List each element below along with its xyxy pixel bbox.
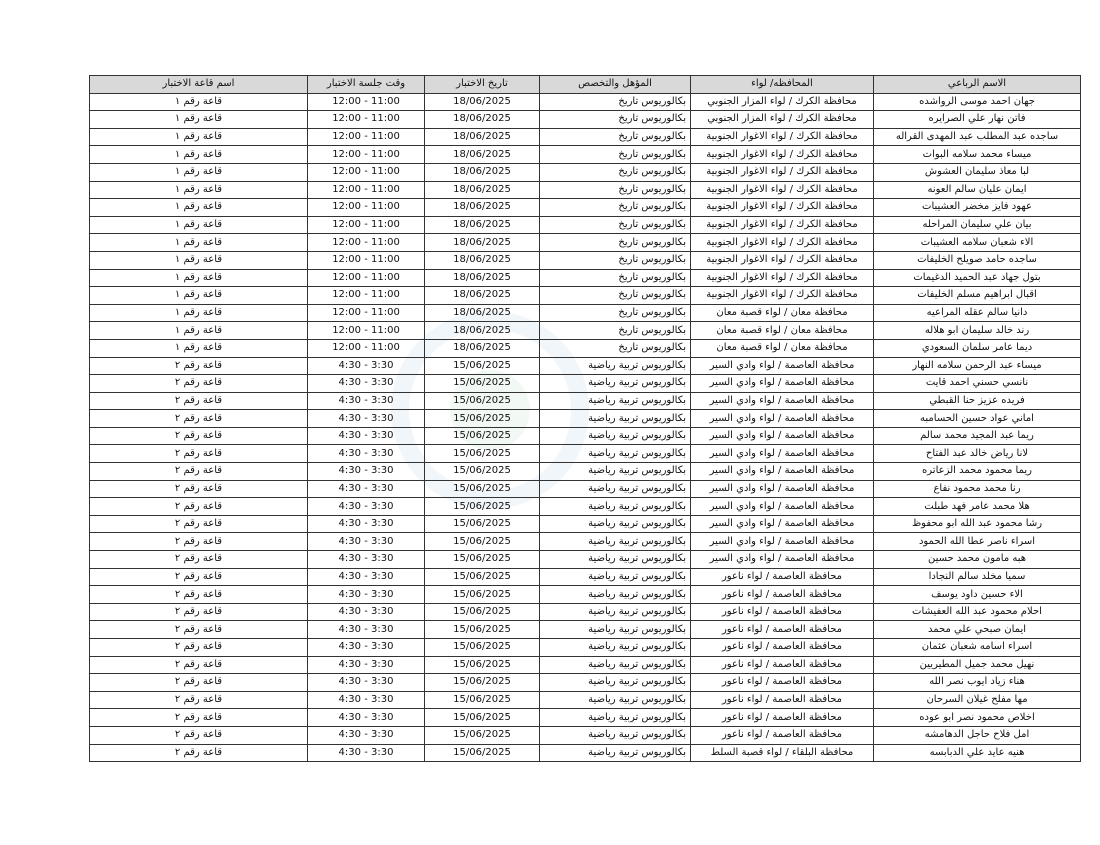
cell-room: قاعة رقم ٢	[90, 586, 308, 604]
cell-date: 18/06/2025	[425, 269, 540, 287]
cell-time: 11:00 - 12:00	[308, 269, 425, 287]
cell-qualification: بكالوريوس تربية رياضية	[540, 357, 691, 375]
cell-date: 15/06/2025	[425, 709, 540, 727]
cell-qualification: بكالوريوس تربية رياضية	[540, 744, 691, 762]
cell-date: 15/06/2025	[425, 726, 540, 744]
cell-governorate: محافظة العاصمة / لواء ناعور	[691, 674, 874, 692]
cell-room: قاعة رقم ٢	[90, 656, 308, 674]
cell-qualification: بكالوريوس تاريخ	[540, 163, 691, 181]
cell-governorate: محافظة الكرك / لواء الاغوار الجنوبية	[691, 146, 874, 164]
cell-governorate: محافظة الكرك / لواء الاغوار الجنوبية	[691, 128, 874, 146]
cell-name: اسراء ناصر عطا الله الحمود	[874, 533, 1081, 551]
cell-governorate: محافظة العاصمة / لواء وادي السير	[691, 375, 874, 393]
cell-date: 18/06/2025	[425, 287, 540, 305]
cell-governorate: محافظة العاصمة / لواء وادي السير	[691, 427, 874, 445]
cell-room: قاعة رقم ٢	[90, 515, 308, 533]
cell-time: 3:30 - 4:30	[308, 744, 425, 762]
cell-qualification: بكالوريوس تاريخ	[540, 111, 691, 129]
cell-name: ساجده حامد صويلح الخليفات	[874, 251, 1081, 269]
cell-governorate: محافظة العاصمة / لواء ناعور	[691, 586, 874, 604]
cell-qualification: بكالوريوس تاريخ	[540, 146, 691, 164]
cell-date: 15/06/2025	[425, 603, 540, 621]
cell-name: رند خالد سليمان ابو هلاله	[874, 322, 1081, 340]
cell-date: 15/06/2025	[425, 375, 540, 393]
cell-date: 15/06/2025	[425, 498, 540, 516]
cell-time: 11:00 - 12:00	[308, 146, 425, 164]
cell-time: 11:00 - 12:00	[308, 93, 425, 111]
cell-qualification: بكالوريوس تربية رياضية	[540, 568, 691, 586]
cell-name: هناء زياد ايوب نصر الله	[874, 674, 1081, 692]
cell-governorate: محافظة الكرك / لواء الاغوار الجنوبية	[691, 181, 874, 199]
cell-room: قاعة رقم ٢	[90, 375, 308, 393]
cell-date: 15/06/2025	[425, 357, 540, 375]
cell-governorate: محافظة العاصمة / لواء وادي السير	[691, 551, 874, 569]
header-room: اسم قاعة الاختبار	[90, 76, 308, 94]
cell-room: قاعة رقم ٢	[90, 674, 308, 692]
cell-date: 15/06/2025	[425, 480, 540, 498]
cell-date: 18/06/2025	[425, 128, 540, 146]
table-row	[90, 199, 1081, 217]
cell-room: قاعة رقم ٢	[90, 709, 308, 727]
cell-name: ريما عبد المجيد محمد سالم	[874, 427, 1081, 445]
cell-name: ميساء عبد الرحمن سلامه النهار	[874, 357, 1081, 375]
cell-governorate: محافظة الكرك / لواء الاغوار الجنوبية	[691, 251, 874, 269]
cell-qualification: بكالوريوس تاريخ	[540, 322, 691, 340]
cell-name: نانسي حسني احمد قايت	[874, 375, 1081, 393]
cell-governorate: محافظة معان / لواء قصبة معان	[691, 322, 874, 340]
cell-name: جهان احمد موسى الرواشده	[874, 93, 1081, 111]
cell-qualification: بكالوريوس تربية رياضية	[540, 392, 691, 410]
cell-room: قاعة رقم ١	[90, 234, 308, 252]
table-row	[90, 498, 1081, 516]
cell-governorate: محافظة البلقاء / لواء قصبة السلط	[691, 744, 874, 762]
cell-room: قاعة رقم ٢	[90, 551, 308, 569]
cell-date: 15/06/2025	[425, 463, 540, 481]
cell-name: نهيل محمد جميل المطيريين	[874, 656, 1081, 674]
cell-room: قاعة رقم ٢	[90, 463, 308, 481]
cell-qualification: بكالوريوس تربية رياضية	[540, 709, 691, 727]
cell-name: اماني عواد حسين الحسامبه	[874, 410, 1081, 428]
table-row	[90, 339, 1081, 357]
cell-room: قاعة رقم ٢	[90, 726, 308, 744]
table-row	[90, 480, 1081, 498]
cell-name: مها مفلح غيلان السرحان	[874, 691, 1081, 709]
cell-time: 3:30 - 4:30	[308, 392, 425, 410]
cell-time: 11:00 - 12:00	[308, 322, 425, 340]
exam-schedule-table	[89, 75, 1081, 762]
cell-time: 11:00 - 12:00	[308, 216, 425, 234]
table-row	[90, 515, 1081, 533]
table-row	[90, 392, 1081, 410]
table-row	[90, 621, 1081, 639]
cell-governorate: محافظة معان / لواء قصبة معان	[691, 304, 874, 322]
cell-name: اسراء اسامه شعبان عثمان	[874, 639, 1081, 657]
cell-room: قاعة رقم ١	[90, 111, 308, 129]
table-row	[90, 357, 1081, 375]
cell-governorate: محافظة العاصمة / لواء وادي السير	[691, 515, 874, 533]
cell-time: 3:30 - 4:30	[308, 621, 425, 639]
cell-room: قاعة رقم ١	[90, 199, 308, 217]
cell-time: 3:30 - 4:30	[308, 445, 425, 463]
cell-governorate: محافظة العاصمة / لواء وادي السير	[691, 410, 874, 428]
cell-date: 18/06/2025	[425, 251, 540, 269]
cell-room: قاعة رقم ٢	[90, 498, 308, 516]
table-row	[90, 216, 1081, 234]
cell-governorate: محافظة الكرك / لواء المزار الجنوبي	[691, 93, 874, 111]
cell-name: سميا مخلد سالم النجادا	[874, 568, 1081, 586]
cell-time: 3:30 - 4:30	[308, 533, 425, 551]
cell-room: قاعة رقم ٢	[90, 410, 308, 428]
cell-name: احلام محمود عبد الله العفيشات	[874, 603, 1081, 621]
cell-time: 11:00 - 12:00	[308, 251, 425, 269]
cell-name: ساجده عبد المطلب عبد المهدى القراله	[874, 128, 1081, 146]
cell-room: قاعة رقم ٢	[90, 445, 308, 463]
cell-time: 3:30 - 4:30	[308, 551, 425, 569]
cell-governorate: محافظة الكرك / لواء الاغوار الجنوبية	[691, 234, 874, 252]
cell-date: 15/06/2025	[425, 445, 540, 463]
table-row	[90, 163, 1081, 181]
cell-time: 11:00 - 12:00	[308, 234, 425, 252]
cell-governorate: محافظة العاصمة / لواء ناعور	[691, 691, 874, 709]
cell-name: ريما محمود محمد الزعاتره	[874, 463, 1081, 481]
cell-governorate: محافظة الكرك / لواء الاغوار الجنوبية	[691, 216, 874, 234]
cell-time: 11:00 - 12:00	[308, 128, 425, 146]
cell-name: ديما عامر سلمان السعودي	[874, 339, 1081, 357]
cell-time: 3:30 - 4:30	[308, 498, 425, 516]
cell-date: 15/06/2025	[425, 586, 540, 604]
cell-room: قاعة رقم ١	[90, 287, 308, 305]
cell-time: 3:30 - 4:30	[308, 410, 425, 428]
cell-qualification: بكالوريوس تاريخ	[540, 128, 691, 146]
cell-qualification: بكالوريوس تربية رياضية	[540, 726, 691, 744]
cell-room: قاعة رقم ٢	[90, 480, 308, 498]
header-time: وقت جلسة الاختبار	[308, 76, 425, 94]
cell-room: قاعة رقم ١	[90, 322, 308, 340]
cell-name: عهود فايز مخضر العشيبات	[874, 199, 1081, 217]
cell-time: 3:30 - 4:30	[308, 656, 425, 674]
table-row	[90, 234, 1081, 252]
table-row	[90, 744, 1081, 762]
table-row	[90, 410, 1081, 428]
cell-name: اقبال ابراهيم مسلم الخليفات	[874, 287, 1081, 305]
cell-name: فريده عزيز حنا القبطي	[874, 392, 1081, 410]
cell-time: 11:00 - 12:00	[308, 287, 425, 305]
cell-governorate: محافظة الكرك / لواء الاغوار الجنوبية	[691, 287, 874, 305]
cell-date: 15/06/2025	[425, 744, 540, 762]
cell-date: 18/06/2025	[425, 163, 540, 181]
table-row	[90, 445, 1081, 463]
cell-qualification: بكالوريوس تربية رياضية	[540, 410, 691, 428]
table-row	[90, 533, 1081, 551]
cell-name: فاتن نهار علي الصرايره	[874, 111, 1081, 129]
cell-time: 3:30 - 4:30	[308, 463, 425, 481]
cell-governorate: محافظة العاصمة / لواء وادي السير	[691, 463, 874, 481]
cell-room: قاعة رقم ٢	[90, 357, 308, 375]
cell-room: قاعة رقم ٢	[90, 744, 308, 762]
cell-time: 11:00 - 12:00	[308, 199, 425, 217]
cell-qualification: بكالوريوس تربية رياضية	[540, 463, 691, 481]
cell-time: 11:00 - 12:00	[308, 339, 425, 357]
cell-qualification: بكالوريوس تاريخ	[540, 234, 691, 252]
cell-time: 3:30 - 4:30	[308, 674, 425, 692]
cell-time: 3:30 - 4:30	[308, 639, 425, 657]
cell-qualification: بكالوريوس تاريخ	[540, 304, 691, 322]
cell-time: 3:30 - 4:30	[308, 357, 425, 375]
cell-date: 18/06/2025	[425, 146, 540, 164]
cell-name: ميساء محمد سلامه البوات	[874, 146, 1081, 164]
cell-name: دانيا سالم عقله المراعيه	[874, 304, 1081, 322]
header-governorate: المحافظه/ لواء	[691, 76, 874, 94]
cell-time: 3:30 - 4:30	[308, 603, 425, 621]
cell-room: قاعة رقم ١	[90, 146, 308, 164]
cell-qualification: بكالوريوس تربية رياضية	[540, 691, 691, 709]
cell-qualification: بكالوريوس تربية رياضية	[540, 674, 691, 692]
cell-qualification: بكالوريوس تربية رياضية	[540, 603, 691, 621]
cell-qualification: بكالوريوس تربية رياضية	[540, 445, 691, 463]
cell-name: لبا معاذ سليمان العشوش	[874, 163, 1081, 181]
table-row	[90, 586, 1081, 604]
cell-room: قاعة رقم ١	[90, 216, 308, 234]
header-row	[90, 76, 1081, 94]
cell-date: 15/06/2025	[425, 551, 540, 569]
cell-room: قاعة رقم ٢	[90, 427, 308, 445]
table-row	[90, 322, 1081, 340]
cell-qualification: بكالوريوس تربية رياضية	[540, 533, 691, 551]
cell-time: 3:30 - 4:30	[308, 375, 425, 393]
cell-date: 15/06/2025	[425, 691, 540, 709]
cell-qualification: بكالوريوس تربية رياضية	[540, 498, 691, 516]
cell-date: 15/06/2025	[425, 515, 540, 533]
cell-date: 15/06/2025	[425, 410, 540, 428]
header-qualification: المؤهل والتخصص	[540, 76, 691, 94]
cell-name: ايمان صبحي علي محمد	[874, 621, 1081, 639]
cell-date: 18/06/2025	[425, 199, 540, 217]
cell-time: 3:30 - 4:30	[308, 568, 425, 586]
cell-governorate: محافظة العاصمة / لواء وادي السير	[691, 357, 874, 375]
cell-date: 15/06/2025	[425, 639, 540, 657]
table-row	[90, 656, 1081, 674]
cell-room: قاعة رقم ١	[90, 163, 308, 181]
cell-qualification: بكالوريوس تربية رياضية	[540, 427, 691, 445]
cell-date: 15/06/2025	[425, 656, 540, 674]
cell-name: الاء حسين داود يوسف	[874, 586, 1081, 604]
table-row	[90, 304, 1081, 322]
cell-governorate: محافظة معان / لواء قصبة معان	[691, 339, 874, 357]
cell-time: 11:00 - 12:00	[308, 111, 425, 129]
cell-room: قاعة رقم ١	[90, 304, 308, 322]
cell-governorate: محافظة الكرك / لواء الاغوار الجنوبية	[691, 163, 874, 181]
table-row	[90, 251, 1081, 269]
cell-name: رشا محمود عبد الله ابو محفوظ	[874, 515, 1081, 533]
cell-name: لانا رياض خالد عبد الفتاح	[874, 445, 1081, 463]
cell-name: اخلاص محمود نصر ابو عوده	[874, 709, 1081, 727]
cell-date: 18/06/2025	[425, 304, 540, 322]
cell-room: قاعة رقم ١	[90, 93, 308, 111]
cell-time: 3:30 - 4:30	[308, 586, 425, 604]
cell-governorate: محافظة العاصمة / لواء وادي السير	[691, 498, 874, 516]
cell-governorate: محافظة العاصمة / لواء ناعور	[691, 656, 874, 674]
cell-room: قاعة رقم ١	[90, 128, 308, 146]
cell-room: قاعة رقم ٢	[90, 392, 308, 410]
cell-qualification: بكالوريوس تربية رياضية	[540, 375, 691, 393]
cell-qualification: بكالوريوس تاريخ	[540, 287, 691, 305]
cell-governorate: محافظة العاصمة / لواء وادي السير	[691, 533, 874, 551]
cell-governorate: محافظة العاصمة / لواء وادي السير	[691, 445, 874, 463]
cell-date: 15/06/2025	[425, 674, 540, 692]
cell-governorate: محافظة العاصمة / لواء ناعور	[691, 639, 874, 657]
cell-governorate: محافظة العاصمة / لواء ناعور	[691, 709, 874, 727]
cell-time: 3:30 - 4:30	[308, 709, 425, 727]
cell-governorate: محافظة العاصمة / لواء ناعور	[691, 726, 874, 744]
cell-date: 18/06/2025	[425, 339, 540, 357]
header-name: الاسم الرباعي	[874, 76, 1081, 94]
cell-date: 15/06/2025	[425, 568, 540, 586]
cell-room: قاعة رقم ٢	[90, 533, 308, 551]
cell-room: قاعة رقم ١	[90, 339, 308, 357]
table-row	[90, 709, 1081, 727]
cell-time: 3:30 - 4:30	[308, 480, 425, 498]
cell-governorate: محافظة العاصمة / لواء ناعور	[691, 568, 874, 586]
cell-governorate: محافظة الكرك / لواء الاغوار الجنوبية	[691, 199, 874, 217]
cell-name: بيان علي سليمان المراحله	[874, 216, 1081, 234]
cell-date: 18/06/2025	[425, 111, 540, 129]
cell-governorate: محافظة العاصمة / لواء وادي السير	[691, 392, 874, 410]
header-date: تاريخ الاختبار	[425, 76, 540, 94]
table-row	[90, 375, 1081, 393]
cell-qualification: بكالوريوس تاريخ	[540, 199, 691, 217]
cell-qualification: بكالوريوس تربية رياضية	[540, 639, 691, 657]
table-row	[90, 427, 1081, 445]
table-row	[90, 674, 1081, 692]
cell-qualification: بكالوريوس تاريخ	[540, 216, 691, 234]
cell-name: هنيه عايد علي الدبابسه	[874, 744, 1081, 762]
cell-room: قاعة رقم ٢	[90, 568, 308, 586]
cell-qualification: بكالوريوس تربية رياضية	[540, 515, 691, 533]
table-row	[90, 568, 1081, 586]
cell-time: 3:30 - 4:30	[308, 427, 425, 445]
cell-name: هبه مامون محمد حسين	[874, 551, 1081, 569]
cell-date: 15/06/2025	[425, 621, 540, 639]
cell-date: 18/06/2025	[425, 234, 540, 252]
table-row	[90, 639, 1081, 657]
cell-room: قاعة رقم ١	[90, 251, 308, 269]
cell-time: 3:30 - 4:30	[308, 691, 425, 709]
table-row	[90, 726, 1081, 744]
table-row	[90, 551, 1081, 569]
cell-name: ايمان عليان سالم العونه	[874, 181, 1081, 199]
cell-qualification: بكالوريوس تاريخ	[540, 93, 691, 111]
table-row	[90, 691, 1081, 709]
cell-date: 18/06/2025	[425, 93, 540, 111]
cell-room: قاعة رقم ١	[90, 269, 308, 287]
cell-name: هلا محمد عامر فهد طبلت	[874, 498, 1081, 516]
cell-governorate: محافظة العاصمة / لواء وادي السير	[691, 480, 874, 498]
cell-qualification: بكالوريوس تربية رياضية	[540, 480, 691, 498]
table-row	[90, 287, 1081, 305]
table-row	[90, 181, 1081, 199]
cell-governorate: محافظة الكرك / لواء الاغوار الجنوبية	[691, 269, 874, 287]
cell-room: قاعة رقم ٢	[90, 639, 308, 657]
cell-name: الاء شعبان سلامه العشيبات	[874, 234, 1081, 252]
cell-time: 3:30 - 4:30	[308, 515, 425, 533]
cell-time: 11:00 - 12:00	[308, 163, 425, 181]
cell-room: قاعة رقم ١	[90, 181, 308, 199]
cell-room: قاعة رقم ٢	[90, 691, 308, 709]
cell-qualification: بكالوريوس تربية رياضية	[540, 656, 691, 674]
table-row	[90, 146, 1081, 164]
cell-name: رنا محمد محمود نفاع	[874, 480, 1081, 498]
cell-date: 15/06/2025	[425, 392, 540, 410]
table-row	[90, 128, 1081, 146]
table-row	[90, 603, 1081, 621]
cell-room: قاعة رقم ٢	[90, 603, 308, 621]
cell-governorate: محافظة العاصمة / لواء ناعور	[691, 603, 874, 621]
cell-qualification: بكالوريوس تاريخ	[540, 339, 691, 357]
cell-room: قاعة رقم ٢	[90, 621, 308, 639]
cell-date: 15/06/2025	[425, 427, 540, 445]
cell-date: 18/06/2025	[425, 216, 540, 234]
cell-qualification: بكالوريوس تربية رياضية	[540, 586, 691, 604]
cell-governorate: محافظة العاصمة / لواء ناعور	[691, 621, 874, 639]
cell-qualification: بكالوريوس تربية رياضية	[540, 621, 691, 639]
cell-date: 18/06/2025	[425, 322, 540, 340]
cell-qualification: بكالوريوس تاريخ	[540, 251, 691, 269]
cell-governorate: محافظة الكرك / لواء المزار الجنوبي	[691, 111, 874, 129]
cell-qualification: بكالوريوس تاريخ	[540, 181, 691, 199]
table-row	[90, 463, 1081, 481]
cell-qualification: بكالوريوس تاريخ	[540, 269, 691, 287]
cell-name: بتول جهاد عبد الحميد الدغيمات	[874, 269, 1081, 287]
cell-date: 15/06/2025	[425, 533, 540, 551]
table-row	[90, 269, 1081, 287]
cell-time: 3:30 - 4:30	[308, 726, 425, 744]
cell-date: 18/06/2025	[425, 181, 540, 199]
cell-qualification: بكالوريوس تربية رياضية	[540, 551, 691, 569]
cell-time: 11:00 - 12:00	[308, 304, 425, 322]
table-row	[90, 111, 1081, 129]
cell-time: 11:00 - 12:00	[308, 181, 425, 199]
table-row	[90, 93, 1081, 111]
cell-name: امل فلاح حاجل الدهامشه	[874, 726, 1081, 744]
